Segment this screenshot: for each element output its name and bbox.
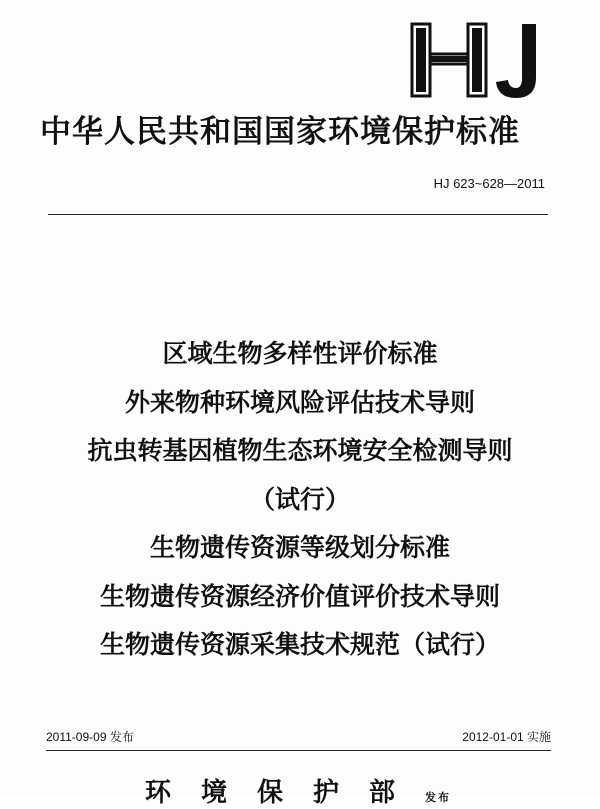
implementation-date: 2012-01-01 实施 bbox=[462, 730, 551, 744]
title-line: 生物遗传资源采集技术规范（试行） bbox=[99, 630, 500, 659]
publisher-suffix: 发布 bbox=[425, 791, 452, 804]
hj-logo-text: HJ bbox=[408, 5, 425, 24]
issue-date: 2011-09-09 发布 bbox=[46, 730, 134, 744]
standard-title-list bbox=[0, 330, 600, 670]
title-line: 生物遗传资源经济价值评价技术导则 bbox=[99, 581, 500, 611]
standard-number: HJ 623~628—2011 bbox=[433, 176, 545, 191]
hj-logo bbox=[408, 5, 548, 100]
title-line: （试行） bbox=[249, 484, 350, 514]
footer-divider bbox=[46, 750, 551, 751]
hj-logo-graphic bbox=[408, 5, 548, 100]
publisher bbox=[145, 772, 451, 809]
title-line: 区域生物多样性评价标准 bbox=[162, 339, 438, 368]
title-line: 抗虫转基因植物生态环境安全检测导则 bbox=[87, 436, 513, 465]
title-line: 生物遗传资源等级划分标准 bbox=[149, 533, 450, 562]
publisher-name: 环境保护部 bbox=[145, 778, 426, 808]
title-line: 外来物种环境风险评估技术导则 bbox=[124, 387, 475, 417]
header-divider bbox=[48, 214, 548, 215]
organization-title: 中华人民共和国国家环境保护标准 bbox=[40, 114, 520, 150]
